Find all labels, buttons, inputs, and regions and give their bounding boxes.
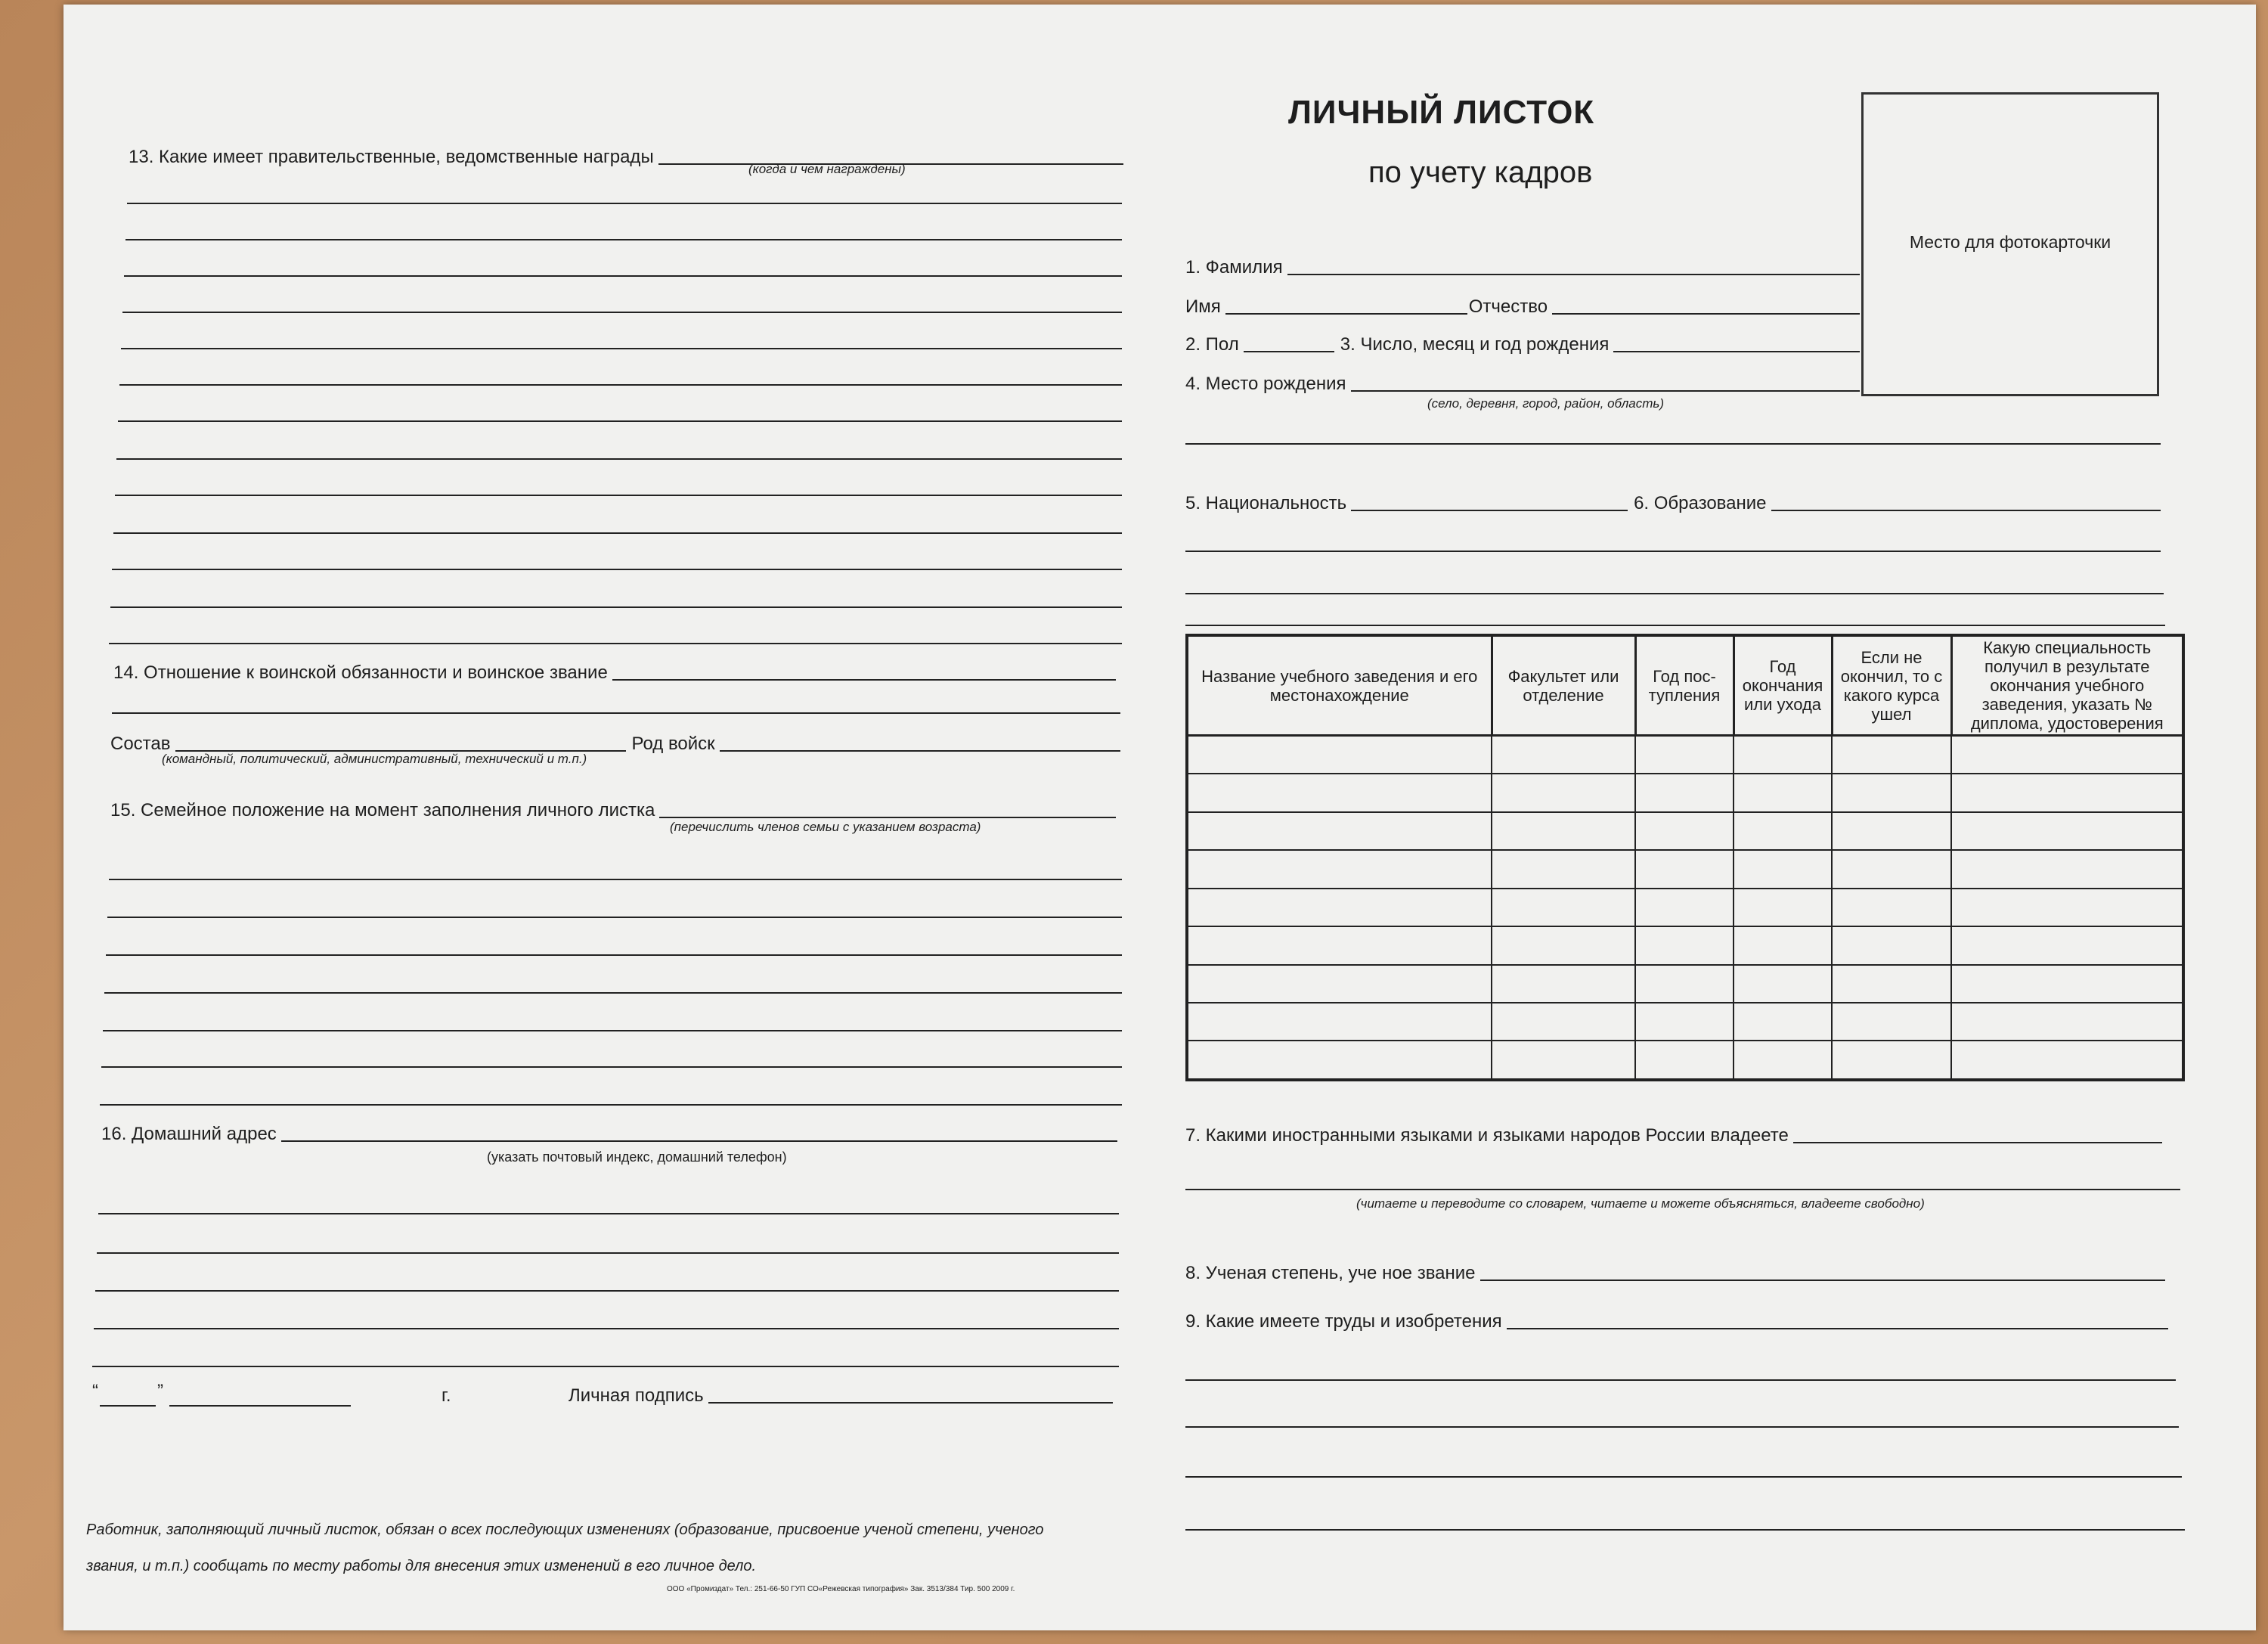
table-cell[interactable] [1951,850,2183,888]
family-line-4[interactable] [106,954,1122,956]
name-line[interactable] [1225,313,1467,315]
education-label: 6. Образование [1634,493,1767,513]
awards-line-3[interactable] [125,239,1122,240]
sex-label: 2. Пол [1185,334,1239,355]
table-cell[interactable] [1832,812,1951,850]
form-subtitle: по учету кадров [1368,156,1593,189]
sex-line[interactable] [1244,351,1334,352]
education-line-2[interactable] [1185,551,2161,552]
table-cell[interactable] [1492,889,1635,926]
table-row [1187,1003,2183,1041]
col-specialty: Какую специальность получил в результате окончания учебного заведения, указать № диплома, удостоверения [1951,635,2183,736]
family-label: 15. Семейное положение на момент заполнения личного листка [110,800,655,820]
date-close-quote: ” [157,1381,163,1401]
col-institution: Название учебного заведения и его местонахождение [1187,635,1492,736]
awards-line-13[interactable] [110,606,1122,608]
table-cell[interactable] [1635,1003,1734,1041]
family-line[interactable] [659,817,1116,818]
address-line[interactable] [281,1140,1117,1142]
works-line-5[interactable] [1185,1529,2185,1531]
awards-line-11[interactable] [113,532,1122,534]
table-cell[interactable] [1832,965,1951,1003]
table-cell[interactable] [1187,774,1492,811]
field-sex-birthdate [1185,334,1860,355]
table-cell[interactable] [1492,850,1635,888]
works-line-3[interactable] [1185,1426,2179,1428]
field-birthplace[interactable] [1185,374,1860,395]
table-cell[interactable] [1832,774,1951,811]
birthplace-hint: (село, деревня, город, район, область) [1427,396,1665,411]
table-cell[interactable] [1951,965,2183,1003]
military-label: 14. Отношение к воинской обязанности и воинское звание [113,662,608,683]
table-cell[interactable] [1832,1041,1951,1080]
table-cell[interactable] [1734,774,1832,811]
table-row [1187,1041,2183,1080]
address-line-3[interactable] [97,1252,1119,1254]
field-signature[interactable] [569,1385,1113,1407]
table-cell[interactable] [1635,850,1734,888]
table-row [1187,965,2183,1003]
education-line-4 [1185,625,2165,626]
field-family[interactable] [110,800,1116,821]
table-cell[interactable] [1635,1041,1734,1080]
table-cell[interactable] [1734,812,1832,850]
field-works[interactable] [1185,1311,2168,1332]
table-cell[interactable] [1734,736,1832,774]
table-cell[interactable] [1734,850,1832,888]
signature-line[interactable] [708,1402,1113,1404]
table-row [1187,926,2183,964]
table-cell[interactable] [1187,1003,1492,1041]
table-cell[interactable] [1951,812,2183,850]
table-cell[interactable] [1635,889,1734,926]
table-cell[interactable] [1734,965,1832,1003]
family-hint: (перечислить членов семьи с указанием возраста) [670,820,981,834]
surname-line[interactable] [1287,274,1860,275]
table-row [1187,774,2183,811]
table-cell[interactable] [1492,1041,1635,1080]
table-row [1187,812,2183,850]
education-table [1185,634,2185,1081]
awards-line-6[interactable] [121,348,1122,349]
field-military[interactable] [113,662,1116,684]
table-cell[interactable] [1635,774,1734,811]
photo-placeholder [1861,92,2159,396]
birthplace-line-2[interactable] [1185,443,2161,445]
awards-line-7[interactable] [119,384,1122,386]
footnote-line1: Работник, заполняющий личный листок, обязан о всех последующих изменениях (образование, присвоение ученой степени, ученого [86,1521,1044,1538]
form-title: ЛИЧНЫЙ ЛИСТОК [1288,94,1595,131]
field-languages[interactable] [1185,1125,2162,1146]
family-line-3[interactable] [107,917,1122,918]
table-cell[interactable] [1734,1041,1832,1080]
awards-line-8[interactable] [118,420,1122,422]
table-cell[interactable] [1492,736,1635,774]
table-cell[interactable] [1734,926,1832,964]
date-day-line[interactable] [100,1405,156,1407]
address-line-6[interactable] [92,1366,1119,1367]
address-label: 16. Домашний адрес [101,1124,277,1144]
address-line-5[interactable] [94,1328,1119,1329]
photo-label: Место для фотокарточки [1909,232,2112,252]
family-line-7[interactable] [101,1066,1122,1068]
awards-line-4[interactable] [124,275,1122,277]
signature-label: Личная подпись [569,1385,704,1406]
table-cell[interactable] [1635,736,1734,774]
languages-label: 7. Какими иностранными языками и языками народов России владеете [1185,1125,1789,1146]
table-cell[interactable] [1832,1003,1951,1041]
field-surname[interactable] [1185,257,1860,278]
table-cell[interactable] [1832,926,1951,964]
address-line-2[interactable] [98,1213,1119,1214]
birthplace-line[interactable] [1351,390,1860,392]
education-line-3[interactable] [1185,593,2164,594]
education-table-header [1187,635,2183,736]
table-row [1187,850,2183,888]
patronymic-label: Отчество [1468,296,1548,317]
education-line[interactable] [1771,510,2161,511]
degree-line[interactable] [1480,1280,2165,1281]
birthdate-label: 3. Число, месяц и год рождения [1340,334,1610,355]
table-cell[interactable] [1951,1041,2183,1080]
col-course-left: Если не окончил, то с какого курса ушел [1832,635,1951,736]
surname-label: 1. Фамилия [1185,257,1283,278]
languages-hint: (читаете и переводите со словарем, читаете и можете объясняться, владеете свободно) [1356,1196,1925,1211]
field-awards[interactable] [129,147,1123,168]
table-cell[interactable] [1492,1003,1635,1041]
works-line-4[interactable] [1185,1476,2182,1478]
table-cell[interactable] [1492,812,1635,850]
field-name-patronymic [1185,296,1860,318]
awards-line-12[interactable] [112,569,1122,570]
date-open-quote: “ [92,1381,98,1401]
table-cell[interactable] [1187,736,1492,774]
table-cell[interactable] [1832,736,1951,774]
languages-line-2[interactable] [1185,1189,2180,1190]
works-label: 9. Какие имеете труды и изобретения [1185,1311,1502,1332]
branch-label: Род войск [631,734,715,754]
table-cell[interactable] [1187,850,1492,888]
field-degree[interactable] [1185,1263,2165,1284]
address-hint: (указать почтовый индекс, домашний телефон) [487,1149,787,1165]
table-cell[interactable] [1187,926,1492,964]
table-cell[interactable] [1635,812,1734,850]
family-line-5[interactable] [104,992,1122,994]
awards-line-10[interactable] [115,495,1122,496]
date-month-line[interactable] [169,1405,351,1407]
imprint: ООО «Промиздат» Тел.: 251-66-50 ГУП СО«Режевская типография» Зак. 3513/384 Тир. 500 2009 г. [667,1585,1015,1593]
family-line-8[interactable] [100,1104,1122,1106]
table-cell[interactable] [1832,850,1951,888]
field-nationality-education [1185,493,2161,514]
military-line-2[interactable] [112,712,1120,714]
military-line[interactable] [612,679,1116,681]
awards-label: 13. Какие имеет правительственные, ведомственные награды [129,147,654,167]
branch-line[interactable] [720,750,1120,752]
table-cell[interactable] [1492,965,1635,1003]
table-cell[interactable] [1187,1041,1492,1080]
table-cell[interactable] [1832,889,1951,926]
awards-line-14[interactable] [109,643,1122,644]
table-cell[interactable] [1951,1003,2183,1041]
table-cell[interactable] [1187,889,1492,926]
table-cell[interactable] [1951,736,2183,774]
table-cell[interactable] [1635,965,1734,1003]
table-row [1187,736,2183,774]
col-year-leave: Год окончания или ухода [1734,635,1832,736]
table-cell[interactable] [1187,965,1492,1003]
family-line-2[interactable] [109,879,1122,880]
table-cell[interactable] [1734,1003,1832,1041]
address-line-4[interactable] [95,1290,1119,1292]
table-cell[interactable] [1951,889,2183,926]
table-cell[interactable] [1635,926,1734,964]
languages-line[interactable] [1793,1142,2162,1143]
table-cell[interactable] [1951,774,2183,811]
col-faculty: Факультет или отделение [1492,635,1635,736]
table-row [1187,889,2183,926]
degree-label: 8. Ученая степень, уче ное звание [1185,1263,1476,1283]
awards-line-2[interactable] [127,203,1122,204]
field-address[interactable] [101,1124,1117,1145]
nationality-line[interactable] [1351,510,1628,511]
composition-label: Состав [110,734,171,754]
form-sheet [64,5,2256,1630]
birthplace-label: 4. Место рождения [1185,374,1346,394]
awards-line-5[interactable] [122,312,1122,313]
nationality-label: 5. Национальность [1185,493,1347,513]
footnote-line2: звания, и т.п.) сообщать по месту работы для внесения этих изменений в его личное дело. [86,1558,757,1574]
patronymic-line[interactable] [1552,313,1860,315]
awards-hint: (когда и чем награждены) [748,162,906,176]
col-year-enter: Год пос-тупления [1635,635,1734,736]
year-label: г. [442,1385,451,1406]
table-cell[interactable] [1492,926,1635,964]
table-cell[interactable] [1492,774,1635,811]
works-line[interactable] [1507,1328,2168,1329]
composition-hint: (командный, политический, административный, технический и т.п.) [162,752,587,766]
table-cell[interactable] [1734,889,1832,926]
awards-line-9[interactable] [116,458,1122,460]
works-line-2[interactable] [1185,1379,2176,1381]
birthdate-line[interactable] [1613,351,1860,352]
family-line-6[interactable] [103,1030,1122,1031]
name-label: Имя [1185,296,1221,317]
table-cell[interactable] [1187,812,1492,850]
table-cell[interactable] [1951,926,2183,964]
